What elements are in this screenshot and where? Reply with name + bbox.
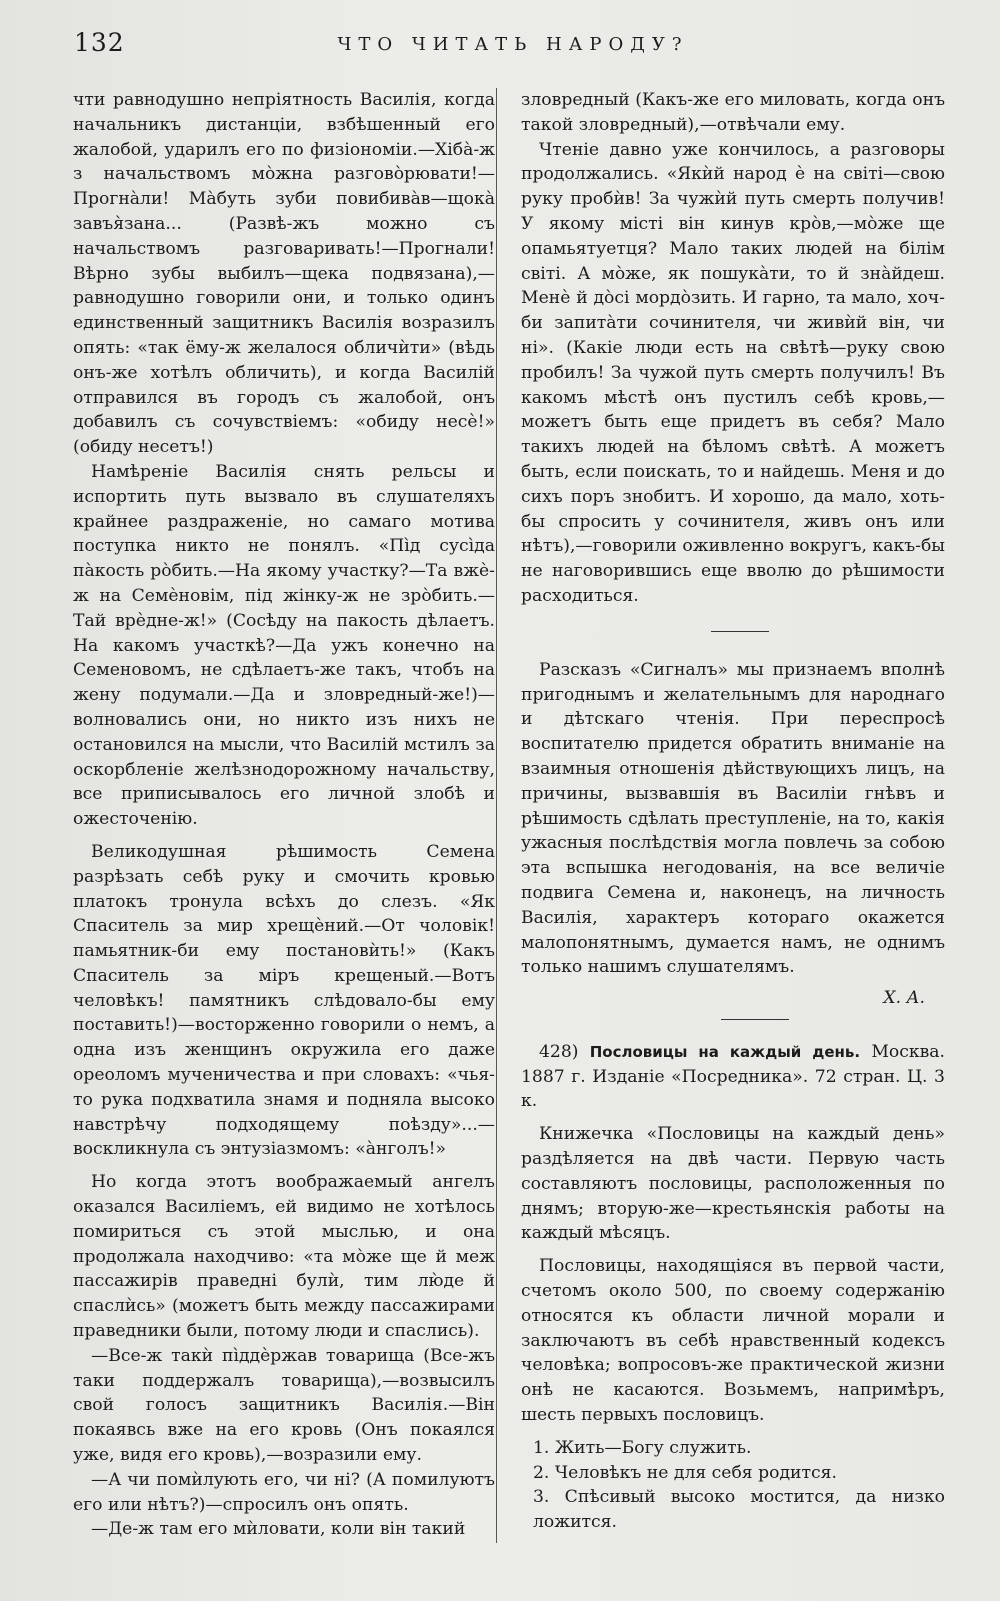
column-divider [496,88,497,1543]
left-column [73,88,495,1542]
paragraph: Чтеніе давно уже кончилось, а разговоры продолжались. «Якѝй народ ѐ на світі—свою руку пробѝв! За чужѝй путь смерть получив! У якому місті він кинув кро̀в,—мо̀же ще опамьятуетця? Мало таких людей на білім світі. А мо̀же, як пошука̀ти, то й зна̀йдеш. Менѐ й до̀сі мордо̀зить. И гарно, та мало, хоч-би запита̀ти сочинителя, чи живѝй він, чи ні». (Какіе люди есть на свѣтѣ—руку свою пробилъ! За чужой путь смерть получилъ! Въ какомъ мѣстѣ онъ пустилъ себѣ кровь,—можетъ быть еще придетъ въ себя? Мало такихъ людей на бѣломъ свѣтѣ. А можетъ быть, если поискать, то и найдешь. Меня и до сихъ поръ знобитъ. И хорошо, да мало, хоть-бы спросить у сочинителя, живъ онъ или нѣтъ),—говорили оживленно вокругъ, какъ-бы не наговорившись еще вволю до рѣшимости расходиться. [521,139,945,606]
proverb-item: 1. Жить—Богу служить. [533,1437,752,1458]
page-number: 132 [74,28,125,57]
right-column [521,88,945,1535]
section-separator [711,631,769,632]
paragraph: чти равнодушно непріятность Василія, когда начальникъ дистанціи, взбѣшенный его жалобой, ударилъ его по физіономіи.—Хіба̀-ж з начальствомъ мо̀жна разгово̀рювати!—Прогна̀ли! Ма̀буть зуби повибива̀в—щока̀ завъя̀зана... (Развѣ-жъ можно съ начальствомъ разговаривать!—Прогнали! Вѣрно зубы выбилъ—щека подвязана),—равнодушно говорили они, и только одинъ единственный защитникъ Василія возразилъ опять: «так ёму-ж желалося обличѝти» (вѣдь онъ-же хотѣлъ обличить), и когда Василій отправился въ городъ съ жалобой, онъ добавилъ съ сочувствіемъ: «обиду несѐ!» (обиду несетъ!) [73,90,495,458]
signature: Х. А. [883,988,925,1009]
review-paragraph: Разсказъ «Сигналъ» мы признаемъ вполнѣ пригоднымъ и желательнымъ для народнаго и дѣтскаго чтенія. При переспросѣ воспитателю придется обратить вниманіе на взаимныя отношенія дѣйствующихъ лицъ, на причины, вызвавшія въ Василіи гнѣвъ и рѣшимость сдѣлать преступленіе, на то, какія ужасныя послѣдствія могла повлечь за собою эта вспышка негодованія, на все величіе подвига Семена и, наконецъ, на личность Василія, характеръ котораго окажется малопонятнымъ, думается намъ, не однимъ только нашимъ слушателямъ. [521,659,945,978]
proverb-item: 3. Спѣсивый высоко мостится, да низко ложится. [533,1487,945,1533]
proverb-item: 2. Человѣкъ не для себя родится. [533,1462,837,1483]
page-header [74,28,952,64]
paragraph: Но когда этотъ воображаемый ангелъ оказался Василіемъ, ей видимо не хотѣлось помириться съ этой мыслью, и она продолжала находчиво: «та мо̀же ще й меж пассажирів праведні булѝ, тим лю̀де й спаслѝсь» (можетъ быть между пассажирами праведники были, потому люди и спаслись). [73,1172,495,1342]
paragraph: зловредный (Какъ-же его миловать, когда онъ такой зловредный),—отвѣчали ему. [521,90,945,135]
paragraph: —Де-ж там его мѝловати, коли він такий [91,1519,466,1540]
book-entry [521,1040,945,1114]
paragraph: —А чи помѝлують его, чи ні? (А помилуютъ его или нѣтъ?)—спросилъ онъ опять. [73,1469,495,1515]
running-head: ЧТО ЧИТАТЬ НАРОДУ? [337,34,689,55]
entry-number: 428) [539,1041,579,1062]
paragraph: Намѣреніе Василія снять рельсы и испортить путь вызвало въ слушателяхъ крайнее раздраженіе, но самаго мотива поступка никто не понялъ. «Пі̀д сусі̀да па̀кость ро̀бить.—На якому участку?—Та вжѐ-ж на Семѐновім, під жінку-ж не зро̀бить.—Тай врѐдне-ж!» (Сосѣду на пакость дѣлаетъ. На какомъ участкѣ?—Да ужъ конечно на Семеновомъ, не сдѣлаетъ-же такъ, чтобъ на жену подумали.—Да и зловредный-же!)—волновались они, но никто изъ нихъ не остановился на мысли, что Василій мстилъ за оскорбленіе желѣзнодорожному начальству, все приписывалось его личной злобѣ и ожесточенію. [73,461,495,830]
entry-title: Пословицы на каждый день. [589,1042,861,1061]
paragraph: Книжечка «Пословицы на каждый день» раздѣляется на двѣ части. Первую часть составляютъ пословицы, расположенныя по днямъ; вторую-же—крестьянскія работы на каждый мѣсяцъ. [521,1124,945,1244]
section-separator [721,1019,789,1020]
paragraph: —Все-ж такѝ пі̀ддѐржав товарища (Все-жъ таки поддержалъ товарища),—возвысилъ свой голосъ защитникъ Василія.—Він покаявсь вже на его кровь (Онъ покаялся уже, видя его кровь),—возразили ему. [73,1345,495,1466]
paragraph: Пословицы, находящіяся въ первой части, счетомъ около 500, по своему содержанію относятся къ области личной морали и заключаютъ въ себѣ нравственный кодексъ человѣка; вопросовъ-же практической жизни онѣ не касаются. Возьмемъ, напримѣръ, шесть первыхъ пословицъ. [521,1256,945,1426]
entry-details: Москва. 1887 г. Изданіе «Посредника». 72 стран. Ц. 3 к. [521,1041,946,1112]
paragraph: Великодушная рѣшимость Семена разрѣзать себѣ руку и смочить кровью платокъ тронула всѣхъ до слезъ. «Як Спаситель за мир хрещѐний.—От чоловік! памьятник-би ему постановѝть!» (Какъ Спаситель за міръ крещеный.—Вотъ человѣкъ! памятникъ слѣдовало-бы ему поставить!)—восторженно говорили о немъ, а одна изъ женщинъ окружила его даже ореоломъ мученичества и при словахъ: «чья-то рука подхватила знамя и подняла высоко навстрѣчу подходящему поѣзду»...—воскликнула съ энтузіазмомъ: «а̀нголъ!» [73,841,495,1160]
